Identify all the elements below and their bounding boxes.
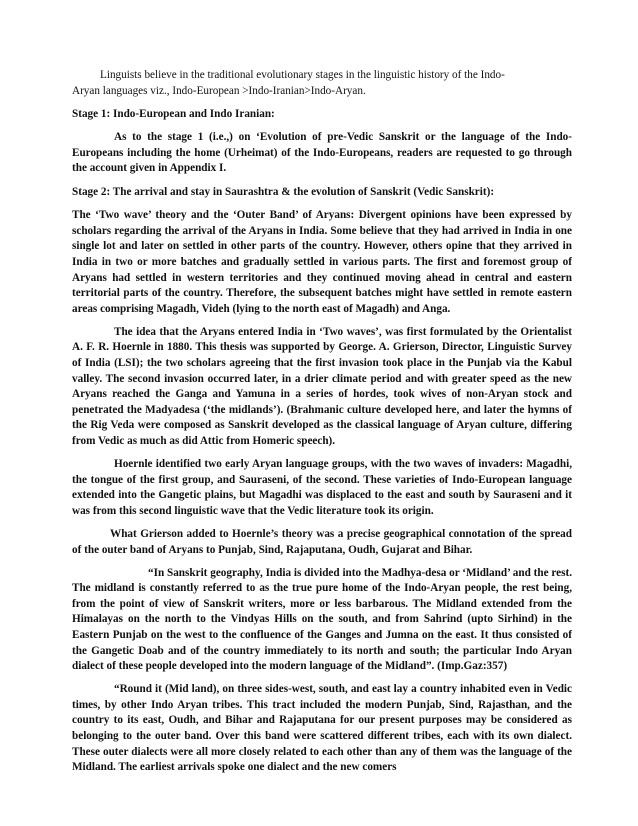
stage1-paragraph: As to the stage 1 (i.e.,) on ‘Evolution of pre-Vedic Sanskrit or the language of the Indo-Europeans including the home (Urheimat) of the Indo-Europeans, readers are requested to go through the account given in Appendix I. [72,131,572,175]
language-groups-paragraph: Hoernle identified two early Aryan language groups, with the two waves of invaders: Magadhi, the tongue of the first group, and Sauraseni, of the second. These varieties of Indo-European language extended into the Gangetic plains, but Magadhi was displaced to the east and south by Sauraseni and it was from this second linguistic wave that the Vedic literature took its origin. [72,458,572,517]
intro-line-1: Linguists believe in the traditional evolutionary stages in the linguistic history of the Indo- [100,69,505,81]
intro-paragraph [72,68,572,99]
two-wave-paragraph: The ‘Two wave’ theory and the ‘Outer Band’ of Aryans: Divergent opinions have been expressed by scholars regarding the arrival of the Aryans in India. Some believe that they had arrived in India in one single lot and later on settled in other parts of the country. However, others opine that they arrived in India in two or more batches and gradually settled in various parts. The first and foremost group of Aryans had settled in western territories and they continued moving ahead in central and eastern territorial parts of the country. Therefore, the subsequent batches might have settled in remote eastern areas comprising Magadh, Videh (lying to the north east of Magadh) and Anga. [72,209,572,315]
sanskrit-geography-quote: “In Sanskrit geography, India is divided into the Madhya-desa or ‘Midland’ and the rest. The midland is constantly referred to as the true pure home of the Indo-Aryan people, the rest being, from the point of view of Sanskrit writers, more or less barbarous. The Midland extended from the Himalayas on the north to the Vindyas Hills on the south, and from Sahrind (upto Sirhind) in the Eastern Punjab on the west to the confluence of the Ganges and Jumna on the east. It thus consisted of the Gangetic Doab and of the country immediately to its north and south; the particular Indo Aryan dialect of these people developed into the modern language of the Midland”. (Imp.Gaz:357) [72,566,572,673]
hoernle-origin-paragraph: The idea that the Aryans entered India in ‘Two waves’, was first formulated by the Orientalist A. F. R. Hoernle in 1880. This thesis was supported by George. A. Grierson, Director, Linguistic Survey of India (LSI); the two scholars agreeing that the first invasion took place in the Punjab via the Kabul valley. The second invasion occurred later, in a drier climate period and with greater speed as the new Aryans reached the Ganga and Yamuna in a series of hordes, took wives of non-Aryan stock and penetrated the Madyadesa (‘the midlands’). (Brahmanic culture developed here, and later the hymns of the Rig Veda were composed as Sanskrit developed as the classical language of Aryan culture, differing from Vedic as much as did Attic from Homeric speech). [72,325,572,447]
grierson-paragraph: What Grierson added to Hoernle’s theory was a precise geographical connotation of the spread of the outer band of Aryans to Punjab, Sind, Rajaputana, Oudh, Gujarat and Bihar. [72,527,572,556]
intro-line-2: Aryan languages viz., Indo-European >Indo-Iranian>Indo-Aryan. [72,84,366,97]
midland-quote: “Round it (Mid land), on three sides-west, south, and east lay a country inhabited even in Vedic times, by other Indo Aryan tribes. This tract included the modern Punjab, Sind, Rajasthan, and the country to its east, Oudh, and Bihar and Rajaputana for our present purposes may be considered as belonging to the outer band. Over this band were scattered different tribes, each with its own dialect. These outer dialects were all more closely related to each other than any of them was the language of the Midland. The earliest arrivals spoke one dialect and the new comers [72,683,572,774]
stage2-heading: Stage 2: The arrival and stay in Saurashtra & the evolution of Sanskrit (Vedic Sanskrit): [72,185,495,198]
stage1-heading: Stage 1: Indo-European and Indo Iranian: [72,107,275,120]
